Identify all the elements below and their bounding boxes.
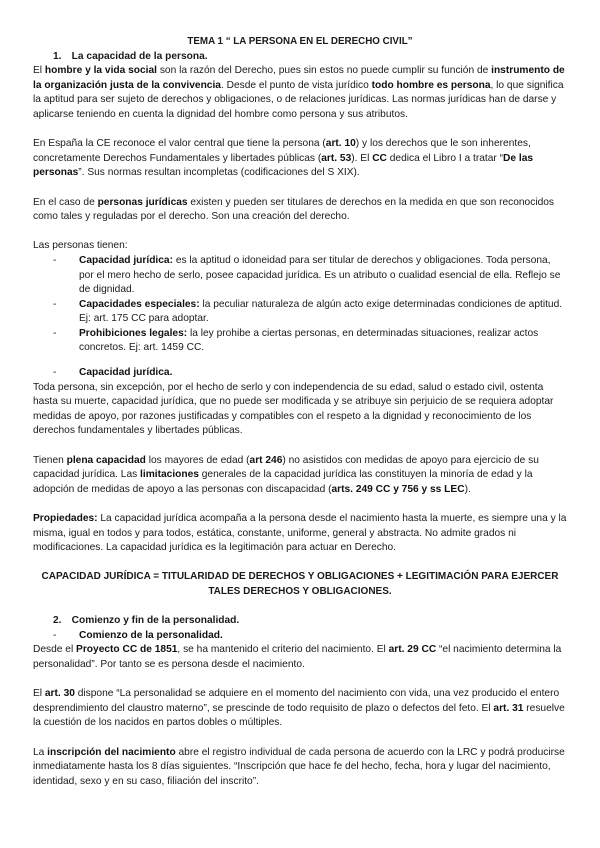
list-item: - Prohibiciones legales: la ley prohibe a ciertas personas, en determinadas situaciones, realizar actos concretos. Ej: art. 1459 CC. bbox=[33, 327, 567, 356]
capacity-equation: CAPACIDAD JURÍDICA = TITULARIDAD DE DERECHOS Y OBLIGACIONES + LEGITIMACIÓN PARA EJERCER TALES DERECHOS Y OBLIGACIONES. bbox=[41, 571, 559, 597]
paragraph-full-capacity: Tienen plena capacidad los mayores de edad (art 246) no asistidos con medidas de apoyo para ejercicio de su capacidad jurídica. Las limitaciones generales de la capacidad jurídica las constituyen la minoría de edad y la adopción de medidas de apoyo a las personas con discapacidad (arts. 249 CC y 756 y ss LEC). bbox=[33, 454, 539, 495]
subsection-list bbox=[33, 366, 567, 381]
paragraph-birth: Desde el Proyecto CC de 1851, se ha mantenido el criterio del nacimiento. El art. 29 CC “el nacimiento determina la personalidad”. Por tanto se es persona desde el nacimiento. bbox=[33, 644, 562, 670]
capacity-list bbox=[33, 254, 567, 356]
list-item: - Capacidades especiales: la peculiar naturaleza de algún acto exige determinadas condiciones de aptitud. Ej: art. 175 CC para adoptar. bbox=[33, 298, 567, 327]
paragraph-constitution: En España la CE reconoce el valor central que tiene la persona (art. 10) y los derechos que le son inherentes, concretamente Derechos Fundamentales y libertades públicas (art. 53). El CC dedica el Libro I a tratar “De las personas”. Sus normas resultan incompletas (codificaciones del S XIX). bbox=[33, 138, 534, 179]
section-1-heading: 1. La capacidad de la persona. bbox=[53, 50, 208, 62]
paragraph-intro: El hombre y la vida social son la razón del Derecho, pues sin estos no puede cumplir su función de instrumento de la organización justa de la convivencia. Desde el punto de vista jurídico todo hombre es persona, lo que significa la aptitud para ser sujeto de derechos y obligaciones, o de relaciones jurídicas. Las normas jurídicas han de darse y aplicarse teniendo en cuenta la dignidad del hombre como persona y sus atributos. bbox=[33, 65, 565, 120]
paragraph-art-30: El art. 30 dispone “La personalidad se adquiere en el momento del nacimiento con vida, una vez producido el entero desprendimiento del claustro materno”, se prescinde de todo requisito de plazo o defectos del feto. El art. 31 resuelve la cuestión de los nacidos en partos dobles o múltiples. bbox=[33, 688, 565, 729]
document-title: TEMA 1 “ LA PERSONA EN EL DERECHO CIVIL” bbox=[187, 36, 413, 47]
subsection-heading: - Comienzo de la personalidad. bbox=[33, 629, 567, 644]
list-intro: Las personas tienen: bbox=[33, 240, 128, 252]
subsection-list bbox=[33, 629, 567, 644]
document-body bbox=[33, 35, 567, 789]
paragraph-legal-persons: En el caso de personas jurídicas existen y pueden ser titulares de derechos en la medida en que son reconocidos como tales y reguladas por el derecho. Son una creación del derecho. bbox=[33, 196, 555, 223]
paragraph-capacity: Toda persona, sin excepción, por el hecho de serlo y con independencia de su edad, salud o estado civil, ostenta hasta su muerte, capacidad jurídica, que no puede ser modificada y se atribuye sin perjuicio de se requiera adoptar medidas de apoyo, por razones justificadas y compatibles con el respeto a la dignidad y reconocimiento de los derechos fundamentales y libertades públicas. bbox=[33, 381, 554, 437]
section-2-heading: 2. Comienzo y fin de la personalidad. bbox=[53, 615, 240, 627]
list-item: - Capacidad jurídica: es la aptitud o idoneidad para ser titular de derechos y obligaciones. Toda persona, por el mero hecho de serlo, posee capacidad jurídica. Es un atributo o cualidad esencial de ella. Reflejo se de dignidad. bbox=[33, 254, 567, 298]
paragraph-properties: Propiedades: La capacidad jurídica acompaña a la persona desde el nacimiento hasta la muerte, es siempre una y la misma, igual en todos y para todos, estática, constante, uniforme, general y abstracta. No admite grados ni modificaciones. La capacidad jurídica es la legitimación para actuar en Derecho. bbox=[33, 513, 567, 554]
paragraph-registration: La inscripción del nacimiento abre el registro individual de cada persona de acuerdo con la LRC y podrá producirse inmediatamente hasta los 8 días siguientes. “Inscripción que hace fe del hecho, fecha, hora y lugar del nacimiento, identidad, sexo y en su caso, filiación del inscrito”. bbox=[33, 746, 565, 787]
subsection-heading: - Capacidad jurídica. bbox=[33, 366, 567, 381]
